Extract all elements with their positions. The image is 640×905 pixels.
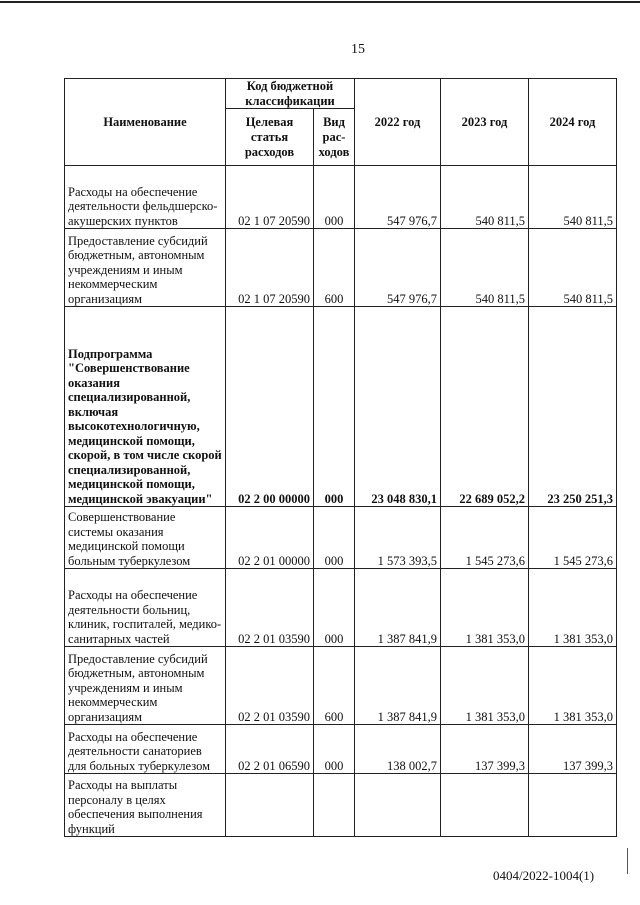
header-article: Целевая статья расходов xyxy=(226,109,314,166)
row-type: 600 xyxy=(314,647,355,725)
budget-table xyxy=(64,78,617,837)
row-type: 000 xyxy=(314,507,355,569)
row-name: Предоставление субсидий бюджетным, автономным учреждениям и иным некоммерческим организациям xyxy=(65,229,226,307)
row-2024: 23 250 251,3 xyxy=(529,307,617,507)
row-name: Расходы на обеспечение деятельности санаториев для больных туберкулезом xyxy=(65,725,226,774)
table-row xyxy=(65,725,617,774)
header-row-top xyxy=(65,79,617,109)
row-2022 xyxy=(355,774,441,837)
row-2023: 540 811,5 xyxy=(441,229,529,307)
row-2023: 1 381 353,0 xyxy=(441,647,529,725)
table-row xyxy=(65,229,617,307)
row-2024: 1 381 353,0 xyxy=(529,647,617,725)
row-name: Подпрограмма "Совершенствование оказания специализированной, включая высокотехнологичную, медицинской помощи, скорой, в том числе скорой специализированной, медицинской помощи, медицинской эвакуации" xyxy=(65,307,226,507)
table-row xyxy=(65,647,617,725)
row-2022: 138 002,7 xyxy=(355,725,441,774)
row-2024: 540 811,5 xyxy=(529,166,617,229)
row-2024: 540 811,5 xyxy=(529,229,617,307)
row-type: 600 xyxy=(314,229,355,307)
row-code: 02 1 07 20590 xyxy=(226,166,314,229)
row-2024: 1 545 273,6 xyxy=(529,507,617,569)
row-name: Совершенствование системы оказания медицинской помощи больным туберкулезом xyxy=(65,507,226,569)
header-name: Наименование xyxy=(65,79,226,166)
header-code-group: Код бюджетной классификации xyxy=(226,79,355,109)
row-2022: 1 387 841,9 xyxy=(355,569,441,647)
row-2023: 1 381 353,0 xyxy=(441,569,529,647)
row-code: 02 2 01 03590 xyxy=(226,647,314,725)
row-code xyxy=(226,774,314,837)
row-2022: 23 048 830,1 xyxy=(355,307,441,507)
row-code: 02 2 01 03590 xyxy=(226,569,314,647)
row-code: 02 1 07 20590 xyxy=(226,229,314,307)
header-2023: 2023 год xyxy=(441,79,529,166)
row-code: 02 2 01 00000 xyxy=(226,507,314,569)
row-type: 000 xyxy=(314,569,355,647)
row-2023: 1 545 273,6 xyxy=(441,507,529,569)
row-code: 02 2 00 00000 xyxy=(226,307,314,507)
table-row-subprogram xyxy=(65,307,617,507)
row-2022: 1 573 393,5 xyxy=(355,507,441,569)
table-row xyxy=(65,774,617,837)
row-2023: 540 811,5 xyxy=(441,166,529,229)
row-type: 000 xyxy=(314,307,355,507)
row-type xyxy=(314,774,355,837)
row-type: 000 xyxy=(314,725,355,774)
row-2024: 137 399,3 xyxy=(529,725,617,774)
row-name: Расходы на выплаты персоналу в целях обеспечения выполнения функций xyxy=(65,774,226,837)
header-expense-type: Вид рас-ходов xyxy=(314,109,355,166)
page-number: 15 xyxy=(351,42,365,57)
document-code: 0404/2022-1004(1) xyxy=(493,868,595,883)
row-2024: 1 381 353,0 xyxy=(529,569,617,647)
edge-mark xyxy=(627,848,628,874)
header-2022: 2022 год xyxy=(355,79,441,166)
top-rule xyxy=(0,1,640,3)
header-2024: 2024 год xyxy=(529,79,617,166)
row-name: Расходы на обеспечение деятельности фельдшерско-акушерских пунктов xyxy=(65,166,226,229)
row-code: 02 2 01 06590 xyxy=(226,725,314,774)
table-row xyxy=(65,166,617,229)
row-2022: 547 976,7 xyxy=(355,229,441,307)
row-2023: 22 689 052,2 xyxy=(441,307,529,507)
row-type: 000 xyxy=(314,166,355,229)
table-row xyxy=(65,569,617,647)
row-2022: 547 976,7 xyxy=(355,166,441,229)
table-row xyxy=(65,507,617,569)
row-name: Предоставление субсидий бюджетным, автономным учреждениям и иным некоммерческим организациям xyxy=(65,647,226,725)
row-name: Расходы на обеспечение деятельности больниц, клиник, госпиталей, медико-санитарных частей xyxy=(65,569,226,647)
row-2022: 1 387 841,9 xyxy=(355,647,441,725)
row-2024 xyxy=(529,774,617,837)
row-2023 xyxy=(441,774,529,837)
row-2023: 137 399,3 xyxy=(441,725,529,774)
